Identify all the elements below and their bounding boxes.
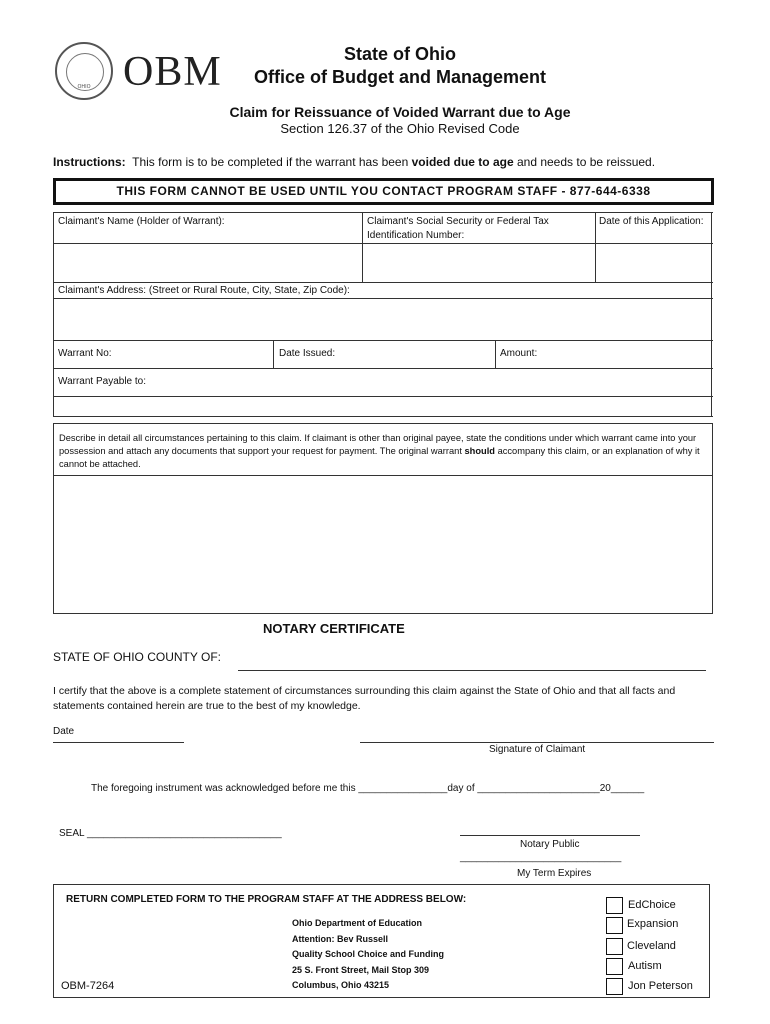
checkbox-cleveland-label: Cleveland: [627, 940, 676, 952]
application-date-field[interactable]: [596, 244, 712, 282]
date-label: Date: [53, 726, 75, 737]
amount-label: Amount:: [500, 348, 538, 359]
application-date-label: Date of this Application:: [599, 216, 704, 227]
checkbox-edchoice-label: EdChoice: [628, 899, 676, 911]
county-label: STATE OF OHIO COUNTY OF:: [53, 650, 222, 664]
certification-statement: I certify that the above is a complete statement of circumstances surrounding this claim against the State of Ohio and that all facts and statements contained herein are true to the best of my knowledge.: [53, 685, 676, 712]
checkbox-edchoice[interactable]: [606, 897, 623, 914]
seal-line: SEAL ___________________________________: [59, 828, 282, 839]
form-number: OBM-7264: [61, 980, 115, 992]
ohio-seal-logo: OHIO: [55, 42, 113, 100]
obm-logo-text: OBM: [123, 49, 222, 95]
claimant-name-field[interactable]: [54, 244, 362, 282]
checkbox-expansion-label: Expansion: [627, 918, 679, 930]
section-reference: Section 126.37 of the Ohio Revised Code: [280, 121, 520, 136]
address-field[interactable]: [54, 299, 712, 340]
date-issued-label: Date Issued:: [279, 348, 336, 359]
signature-line[interactable]: [360, 742, 714, 743]
date-line[interactable]: [53, 742, 184, 743]
notary-public-label: Notary Public: [520, 839, 580, 850]
checkbox-jon-peterson[interactable]: [606, 978, 623, 995]
return-heading: RETURN COMPLETED FORM TO THE PROGRAM STAFF AT THE ADDRESS BELOW:: [66, 894, 467, 905]
ssn-label: Claimant's Social Security or Federal Tax Identification Number:: [367, 216, 549, 241]
signature-label: Signature of Claimant: [489, 744, 586, 755]
term-line: _____________________________: [460, 852, 622, 863]
checkbox-jon-peterson-label: Jon Peterson: [628, 980, 693, 992]
payable-to-field[interactable]: [54, 397, 712, 416]
notary-line[interactable]: [460, 835, 640, 836]
checkbox-autism-label: Autism: [628, 960, 662, 972]
checkbox-expansion[interactable]: [606, 917, 623, 934]
acknowledged-statement: The foregoing instrument was acknowledged before me this ________________day of ______________________20______: [91, 783, 645, 794]
circumstances-instructions: Describe in detail all circumstances pertaining to this claim. If claimant is other than original payee, state the conditions under which warrant came into your possession and attach any documents that support your request for payment. The original warrant should accompany this claim, or an explanation of why it cannot be attached.: [59, 433, 700, 469]
county-line[interactable]: [238, 670, 706, 671]
office-heading: Office of Budget and Management: [253, 67, 547, 87]
term-expires-label: My Term Expires: [517, 868, 592, 879]
ssn-field[interactable]: [363, 244, 595, 282]
notary-title: NOTARY CERTIFICATE: [263, 621, 405, 636]
warning-banner: THIS FORM CANNOT BE USED UNTIL YOU CONTACT PROGRAM STAFF - 877-644-6338: [53, 178, 714, 205]
payable-to-label: Warrant Payable to:: [58, 376, 147, 387]
return-address: Ohio Department of Education Attention: Bev Russell Quality School Choice and Funding 25 S. Front Street, Mail Stop 309 Columbus, Ohio 43215: [292, 918, 445, 990]
form-title: Claim for Reissuance of Voided Warrant due to Age: [229, 104, 571, 120]
checkbox-autism[interactable]: [606, 958, 623, 975]
warrant-no-label: Warrant No:: [58, 348, 112, 359]
checkbox-cleveland[interactable]: [606, 938, 623, 955]
address-label: Claimant's Address: (Street or Rural Route, City, State, Zip Code):: [58, 285, 350, 296]
state-heading: State of Ohio: [344, 44, 456, 64]
claimant-name-label: Claimant's Name (Holder of Warrant):: [58, 216, 225, 227]
instructions: Instructions: This form is to be completed if the warrant has been voided due to age and needs to be reissued.: [53, 155, 656, 169]
